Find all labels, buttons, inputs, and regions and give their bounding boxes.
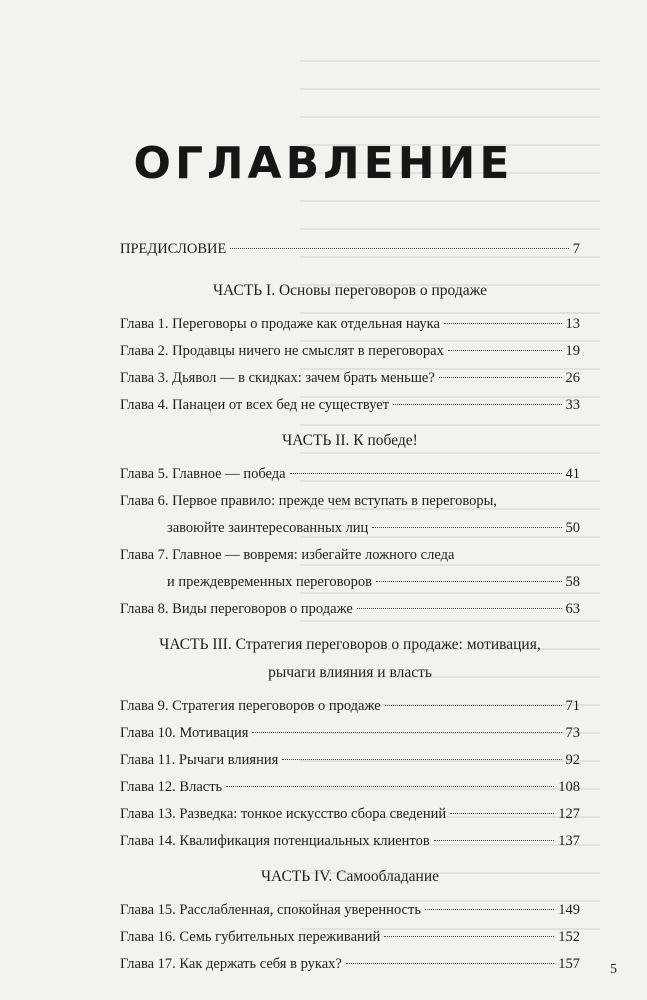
entry-page: 63 <box>565 601 580 617</box>
entry-label-cont: и преждевременных переговоров <box>167 574 373 590</box>
entry-label: Глава 6. Первое правило: прежде чем вступать в переговоры, <box>120 493 497 509</box>
dot-leader <box>384 935 554 937</box>
dot-leader <box>252 731 561 733</box>
dot-leader <box>448 349 562 351</box>
dot-leader <box>376 580 561 582</box>
toc-entry-preface[interactable] <box>120 236 580 263</box>
toc-entry[interactable] <box>120 774 580 801</box>
entry-page: 41 <box>565 466 580 482</box>
entry-page: 50 <box>565 520 580 536</box>
page-number: 5 <box>610 962 617 977</box>
dot-leader <box>230 247 568 249</box>
toc-entry-continuation[interactable] <box>120 515 580 542</box>
toc-entry[interactable] <box>120 828 580 855</box>
page-title: ОГЛАВЛЕНИЕ <box>133 138 514 189</box>
entry-page: 58 <box>565 574 580 590</box>
toc-entry[interactable] <box>120 461 580 488</box>
toc-entry[interactable] <box>120 951 580 978</box>
dot-leader <box>444 322 562 324</box>
toc-entry[interactable] <box>120 897 580 924</box>
dot-leader <box>450 812 554 814</box>
dot-leader <box>393 403 561 405</box>
dot-leader <box>290 472 562 474</box>
dot-leader <box>282 758 561 760</box>
toc-entry[interactable] <box>120 365 580 392</box>
toc-entry[interactable] <box>120 596 580 623</box>
dot-leader <box>357 607 562 609</box>
entry-label: Глава 16. Семь губительных переживаний <box>120 929 381 945</box>
entry-label-cont: завоюйте заинтересованных лиц <box>167 520 369 536</box>
entry-page: 137 <box>558 833 580 849</box>
entry-label: Глава 5. Главное — победа <box>120 466 286 482</box>
toc-entry[interactable] <box>120 392 580 419</box>
entry-label: Глава 4. Панацеи от всех бед не существует <box>120 397 390 413</box>
entry-label: Глава 8. Виды переговоров о продаже <box>120 601 353 617</box>
toc-entry[interactable] <box>120 338 580 365</box>
entry-page: 73 <box>565 725 580 741</box>
toc-entry-firstline[interactable] <box>120 542 580 569</box>
toc-entry[interactable] <box>120 801 580 828</box>
part-heading: ЧАСТЬ I. Основы переговоров о продаже <box>212 282 488 299</box>
part-heading <box>120 631 580 687</box>
entry-label: Глава 15. Расслабленная, спокойная уверенность <box>120 902 421 918</box>
entry-label: Глава 3. Дьявол — в скидках: зачем брать меньше? <box>120 370 435 386</box>
dot-leader <box>346 962 554 964</box>
entry-label: Глава 11. Рычаги влияния <box>120 752 279 768</box>
dot-leader <box>226 785 554 787</box>
entry-page: 157 <box>558 956 580 972</box>
dot-leader <box>439 376 562 378</box>
entry-label: Глава 9. Стратегия переговоров о продаже <box>120 698 381 714</box>
part-heading-line2: рычаги влияния и власть <box>268 664 432 681</box>
toc-entry[interactable] <box>120 693 580 720</box>
entry-label: Глава 2. Продавцы ничего не смыслят в переговорах <box>120 343 444 359</box>
entry-page: 108 <box>558 779 580 795</box>
toc-entry[interactable] <box>120 747 580 774</box>
toc-entry[interactable] <box>120 924 580 951</box>
entry-page: 127 <box>558 806 580 822</box>
entry-label: Глава 10. Мотивация <box>120 725 249 741</box>
dot-leader <box>434 839 555 841</box>
entry-page: 33 <box>565 397 580 413</box>
entry-label: Глава 12. Власть <box>120 779 223 795</box>
entry-label: Глава 7. Главное — вовремя: избегайте ложного следа <box>120 547 455 563</box>
entry-label: Глава 17. Как держать себя в руках? <box>120 956 342 972</box>
entry-page: 7 <box>572 241 580 257</box>
entry-label: Глава 1. Переговоры о продаже как отдельная наука <box>120 316 440 332</box>
toc-entry-continuation[interactable] <box>120 569 580 596</box>
entry-page: 13 <box>565 316 580 332</box>
table-of-contents <box>120 236 580 978</box>
entry-label: Глава 14. Квалификация потенциальных клиентов <box>120 833 430 849</box>
dot-leader <box>425 908 554 910</box>
part-heading: ЧАСТЬ II. К победе! <box>282 432 418 449</box>
toc-entry[interactable] <box>120 720 580 747</box>
entry-label: Глава 13. Разведка: тонкое искусство сбора сведений <box>120 806 447 822</box>
part-heading-line1: ЧАСТЬ III. Стратегия переговоров о продаже: мотивация, <box>159 636 541 653</box>
entry-page: 149 <box>558 902 580 918</box>
toc-entry[interactable] <box>120 311 580 338</box>
entry-label: ПРЕДИСЛОВИЕ <box>120 241 227 257</box>
entry-page: 71 <box>565 698 580 714</box>
entry-page: 19 <box>565 343 580 359</box>
dot-leader <box>372 526 561 528</box>
entry-page: 92 <box>565 752 580 768</box>
part-heading: ЧАСТЬ IV. Самообладание <box>260 868 440 885</box>
dot-leader <box>385 704 562 706</box>
entry-page: 152 <box>558 929 580 945</box>
toc-entry-firstline[interactable] <box>120 488 580 515</box>
entry-page: 26 <box>565 370 580 386</box>
